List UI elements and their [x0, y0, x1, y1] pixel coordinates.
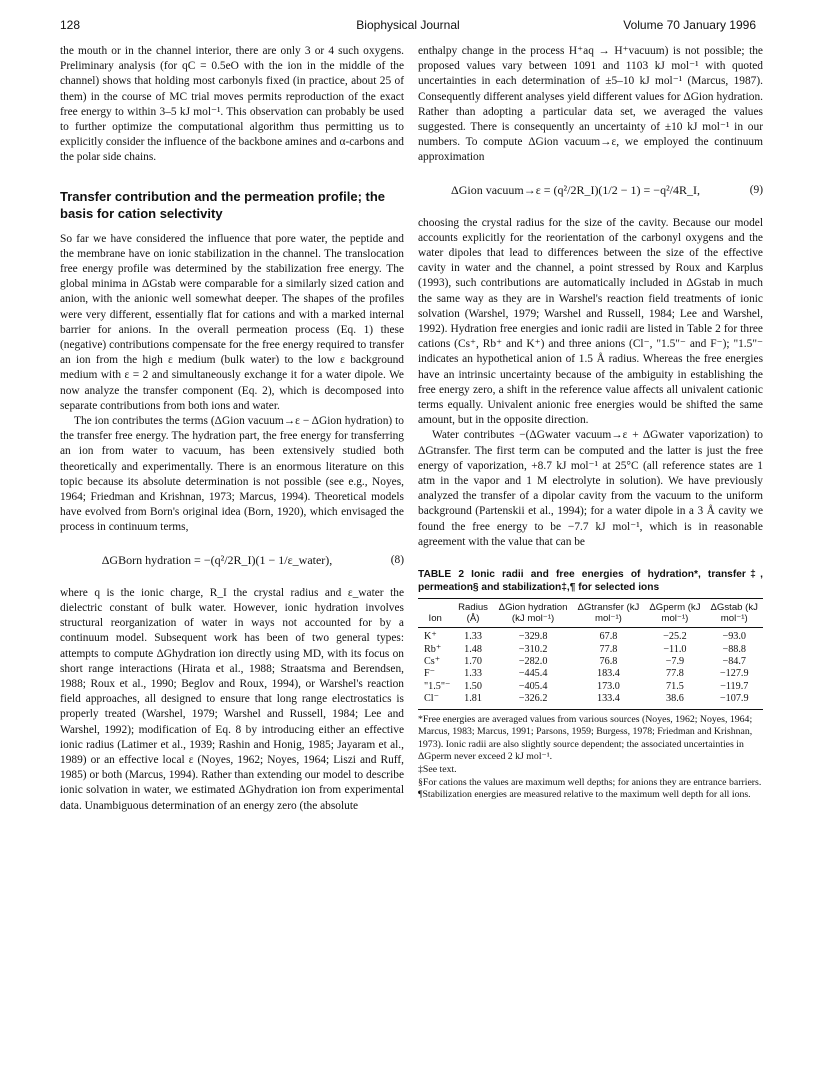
table-cell: 67.8 [599, 631, 618, 643]
table-cell: −326.2 [494, 693, 573, 709]
table-cell: 1.70 [464, 655, 482, 667]
table-header: ΔGtransfer (kJ mol⁻¹) [573, 599, 645, 628]
table-cell: 133.4 [573, 693, 645, 709]
equation-expression: ΔGBorn hydration = −(q²/2R_I)(1 − 1/ε_water), [101, 553, 333, 568]
table-cell: 173.0 [596, 680, 620, 692]
table-cell: −11.0 [663, 643, 687, 655]
table-cell: −107.9 [706, 693, 764, 709]
section-heading: Transfer contribution and the permeation profile; the basis for cation selectivity [60, 188, 386, 221]
table-row [418, 628, 763, 644]
table-cell: 1.48 [464, 643, 482, 655]
equation-number: (8) [390, 554, 404, 567]
equation-9 [418, 174, 763, 208]
table-cell: −84.7 [722, 655, 747, 667]
table-header: ΔGstab (kJ mol⁻¹) [706, 599, 764, 628]
table-cell: "1.5"⁻ [424, 680, 451, 692]
table-cell: −445.4 [518, 668, 548, 680]
equation-expression: ΔGion vacuum→ε = (q²/2R_I)(1/2 − 1) = −q²/4R_I, [451, 183, 700, 198]
paragraph: the mouth or in the channel interior, there are only 3 or 4 such oxygens. Preliminary analysis (for qC = 0.5eO with the ion in the middle of the channel) shows that holding most carbonyls fixed (in practice, about 25 of them) in the course of MC trial moves permits reproduction of the exact free energy to within 3–5 kJ mol⁻¹. This observation can probably be used to further optimize the computational algorithm thus permitting us to explicitly consider the influence of the backbone amines and α-carbons and the polar side chains. [60, 45, 404, 164]
paragraph: where q is the ionic charge, R_I the crystal radius and ε_water the dielectric constant of bulk water. However, ionic hydration involves structural reorganization of water in ways not accounted for by a continuum model. Subsequent work has been of two general types: attempts to compute ΔGhydration ion directly using MD, with its focus on short range interactions (Hirata et al., 1988; Straatsma and Berendsen, 1988; Roux et al., 1990; Beglov and Roux, 1994), or Warshel's reaction field approaches, all designed to ensure that long range electrostatics is properly treated (Warshel, 1979; Warshel and Russell, 1984; Lee and Warshel, 1992); modification of Eq. 8 by introducing either an effective ionic radius (Latimer et al., 1939; Rashin and Honig, 1985; Jayaram et al., 1989) or an effective local ε (Noyes, 1962; Noyes, 1964; Liszi and Ruff, 1985) or both (Marcus, 1994). Rather than extending our model to describe ionic solvation in water, we estimated ΔGhydration ion from experimental data. Unambiguous determination of an energy zero (the absolute [60, 586, 404, 812]
paragraph: enthalpy change in the process H⁺aq → H⁺vacuum) is not possible; the proposed values vary between 1091 and 1103 kJ mol⁻¹ with quoted uncertainties in each determination of ±5–10 kJ mol⁻¹ (Marcus, 1987). Consequently different analyses yield different values for ΔGion hydration. Rather than adopting a particular data set, we averaged the values suggested. There is consequently an uncertainty of ±10 kJ mol⁻¹ in our numbers. To compute ΔGion vacuum→ε, we employed the continuum approximation [418, 45, 763, 164]
table-cell: 1.50 [464, 680, 482, 692]
table-cell: K⁺ [424, 631, 437, 643]
table-cell: 1.81 [452, 693, 493, 709]
table-footnotes [418, 714, 763, 802]
table-cell: 1.33 [464, 631, 482, 643]
table-caption: TABLE 2 Ionic radii and free energies of hydration*, transfer‡, permeation§ and stabilization‡,¶ for selected ions [418, 569, 763, 594]
footnote: ‡See text. [418, 763, 457, 775]
table-cell: Cs⁺ [424, 655, 441, 667]
table-cell: −329.8 [518, 631, 548, 643]
table-cell: −119.7 [720, 680, 749, 692]
table-row [418, 681, 763, 693]
table-cell: 76.8 [599, 655, 618, 667]
table-row [418, 656, 763, 668]
journal-name: Biophysical Journal [356, 18, 460, 32]
right-column [418, 44, 763, 802]
table-row [418, 668, 763, 680]
table-cell: 77.8 [666, 668, 684, 680]
table-cell: −88.8 [722, 643, 747, 655]
volume-date: Volume 70 January 1996 [623, 18, 756, 32]
table-cell: F⁻ [424, 668, 436, 680]
table-cell: Cl⁻ [418, 693, 452, 709]
table-cell: 71.5 [666, 680, 684, 692]
table-row [418, 693, 763, 709]
table-header: Ion [418, 599, 452, 628]
table-cell: 183.4 [596, 668, 620, 680]
paragraph: Water contributes −(ΔGwater vacuum→ε + ΔGwater vaporization) to ΔGtransfer. The first term can be computed and the latter is just the free energy of vaporization, +8.7 kJ mol⁻¹ at 25°C (all reference states are 1 atm in the vapor and 1 M electrolyte in solution). We have previously analyzed the transfer of a dipolar cavity from the vacuum to the uniform background (Partenskii et al., 1994); for a water dipole in a 3 Å cavity we found the free energy to be −7.7 kJ mol⁻¹, which is in reasonable agreement with the value that can be [418, 429, 763, 548]
table-header: ΔGperm (kJ mol⁻¹) [644, 599, 705, 628]
table-row [418, 644, 763, 656]
table-cell: −405.4 [518, 680, 548, 692]
left-column [60, 44, 404, 814]
table-cell: 38.6 [644, 693, 705, 709]
page-number: 128 [60, 18, 81, 32]
table-cell: Rb⁺ [424, 643, 442, 655]
equation-8 [60, 544, 404, 578]
footnote: §For cations the values are maximum well depths; for anions they are entrance barriers. [418, 776, 762, 788]
running-header [60, 18, 756, 38]
table-cell: −127.9 [719, 668, 749, 680]
table-cell: 77.8 [599, 643, 618, 655]
table-cell: 1.33 [464, 668, 482, 680]
footnote: *Free energies are averaged values from various sources (Noyes, 1962; Noyes, 1964; Marcus, 1983; Marcus, 1991; Parsons, 1959; Burgess, 1978; Friedman and Krishnan, 1973). Ionic radii are also slightly source dependent; the associated uncertainties in ΔGperm never exceed 2 kJ mol⁻¹. [418, 713, 753, 763]
table-cell: −282.0 [518, 655, 548, 667]
table-header: Radius (Å) [452, 599, 493, 628]
table-header: ΔGion hydration (kJ mol⁻¹) [494, 599, 573, 628]
table-header-row [418, 599, 763, 628]
paragraph: choosing the crystal radius for the size of the cavity. Because our model accounts explicitly for the reorientation of the carbonyl oxygens and the water dipoles that lead to differences between the size of the effective cavity in water and the channel, a point stressed by Roux and Karplus (1993), such contributions are automatically included in ΔGstab in much the same way as they are in Warshel's reaction field treatments of ionic solvation (Warshel, 1979; Warshel and Russell, 1984; Lee and Warshel, 1992). Hydration free energies and ionic radii are listed in Table 2 for three cations (Cs⁺, Rb⁺ and K⁺) and three anions (Cl⁻, "1.5"⁻ and F⁻); "1.5"⁻ indicates an hypothetical anion of 1.5 Å radius. Whereas the free energies have an intrinsic uncertainty because of the ambiguity in establishing the free energy zero, a shift in the reference value affects all univalent cationic terms equally. Univalent anionic free energies would be shifted the same amount, but in the opposite direction. [418, 216, 763, 427]
table-cell: −25.2 [663, 631, 687, 643]
footnote: ¶Stabilization energies are measured relative to the maximum well depth for all ions. [418, 789, 751, 801]
table-cell: −93.0 [722, 631, 747, 643]
table-cell: −310.2 [518, 643, 548, 655]
table-cell: −7.9 [665, 655, 685, 667]
paragraph: The ion contributes the terms (ΔGion vacuum→ε − ΔGion hydration) to the transfer free energy. The hydration part, the free energy for transferring an ion from water to vacuum, has been extensively studied both theoretically and experimentally. There is an enormous literature on this topic because its absolute determination is not possible (see e.g., Noyes, 1964; Friedman and Krishnan, 1973; Marcus, 1994). Theoretical models have evolved from Born's original idea (Born, 1920), which envisaged the process in continuum terms, [60, 415, 404, 534]
data-table [418, 598, 763, 709]
paragraph: So far we have considered the influence that pore water, the peptide and the membrane have on ionic stabilization in the channel. The translocation free energy profile was determined by the stabilization free energy. The global minima in ΔGstab were comparable for a similarly sized cation and anion, with the anionic well somewhat deeper. The shapes of the profiles were very different, essentially flat for cations and with a marked internal barrier for anions. In the overall permeation process (Eq. 1) these (negative) contributions compensate for the free energy required to transfer an ion from the high ε medium (bulk water) to the low ε background medium with ε = 2 and simultaneously exchange it for a water dipole. We now analyze the transfer component (Eq. 2), which is decomposed into separate contributions from both ions and water. [60, 232, 404, 412]
equation-number: (9) [749, 184, 763, 197]
